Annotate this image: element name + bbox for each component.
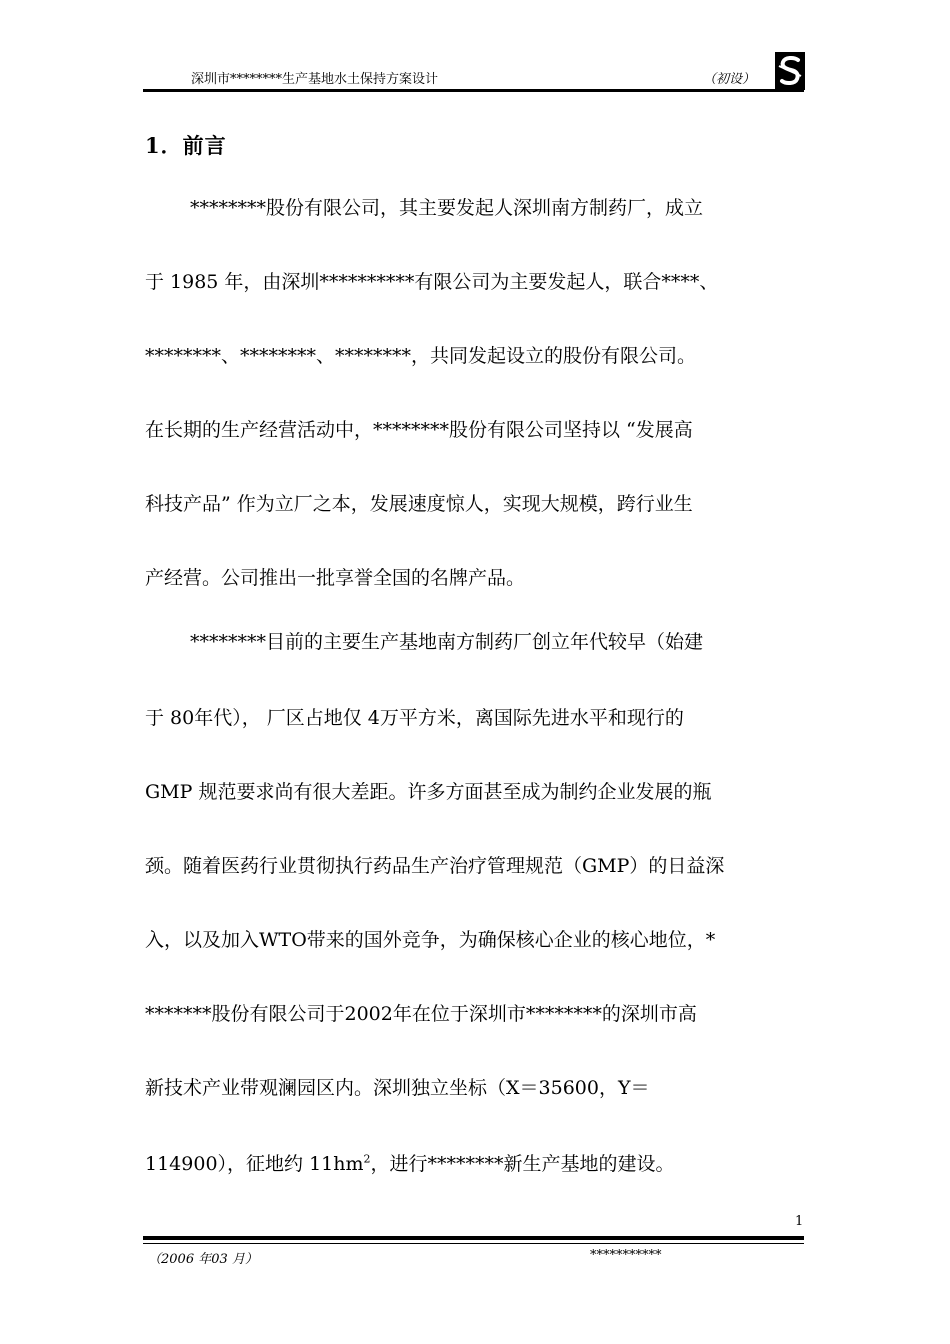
footer-org: *********** bbox=[590, 1248, 662, 1263]
paragraph-line: 颈。随着医药行业贯彻执行药品生产治疗管理规范（GMP）的日益深 bbox=[145, 855, 725, 877]
header-title: 深圳市********生产基地水土保持方案设计 bbox=[191, 72, 439, 87]
company-logo-icon bbox=[775, 52, 805, 90]
paragraph-line: ********目前的主要生产基地南方制药厂创立年代较早（始建 bbox=[190, 631, 704, 653]
paragraph-line: GMP 规范要求尚有很大差距。许多方面甚至成为制约企业发展的瓶 bbox=[145, 781, 712, 803]
footer-date: （2006 年03 月） bbox=[148, 1252, 258, 1267]
footer-rule-thin bbox=[143, 1243, 804, 1244]
last-line-suffix: ，进行********新生产基地的建设。 bbox=[370, 1153, 675, 1175]
page-header bbox=[143, 62, 803, 90]
paragraph-line-last bbox=[145, 1152, 805, 1176]
paragraph-line: 新技术产业带观澜园区内。深圳独立坐标（X＝35600，Y＝ bbox=[145, 1077, 650, 1099]
last-line-prefix: 114900），征地约 11hm bbox=[145, 1153, 364, 1175]
paragraph-line: 科技产品” 作为立厂之本，发展速度惊人，实现大规模，跨行业生 bbox=[145, 493, 693, 515]
paragraph-line: ********股份有限公司，其主要发起人深圳南方制药厂，成立 bbox=[190, 197, 704, 219]
page-number: 1 bbox=[795, 1214, 804, 1229]
paragraph-line: 于 80年代）， 厂区占地仅 4万平方米，离国际先进水平和现行的 bbox=[145, 707, 684, 729]
paragraph-line: *******股份有限公司于2002年在位于深圳市********的深圳市高 bbox=[145, 1003, 697, 1025]
section-heading: 1．前言 bbox=[145, 133, 227, 158]
area-unit-superscript: 2 bbox=[363, 1152, 371, 1166]
paragraph-line: 入，以及加入WTO带来的国外竞争，为确保核心企业的核心地位，* bbox=[145, 929, 716, 951]
footer-rule bbox=[143, 1236, 804, 1240]
header-rule bbox=[143, 89, 804, 92]
paragraph-line: ********、********、********，共同发起设立的股份有限公司。 bbox=[145, 345, 697, 367]
paragraph-line: 在长期的生产经营活动中，********股份有限公司坚持以 “发展高 bbox=[145, 419, 693, 441]
header-status: （初设） bbox=[703, 72, 756, 87]
paragraph-line: 产经营。公司推出一批享誉全国的名牌产品。 bbox=[145, 567, 526, 589]
paragraph-line: 于 1985 年，由深圳**********有限公司为主要发起人，联合****、 bbox=[145, 271, 719, 293]
